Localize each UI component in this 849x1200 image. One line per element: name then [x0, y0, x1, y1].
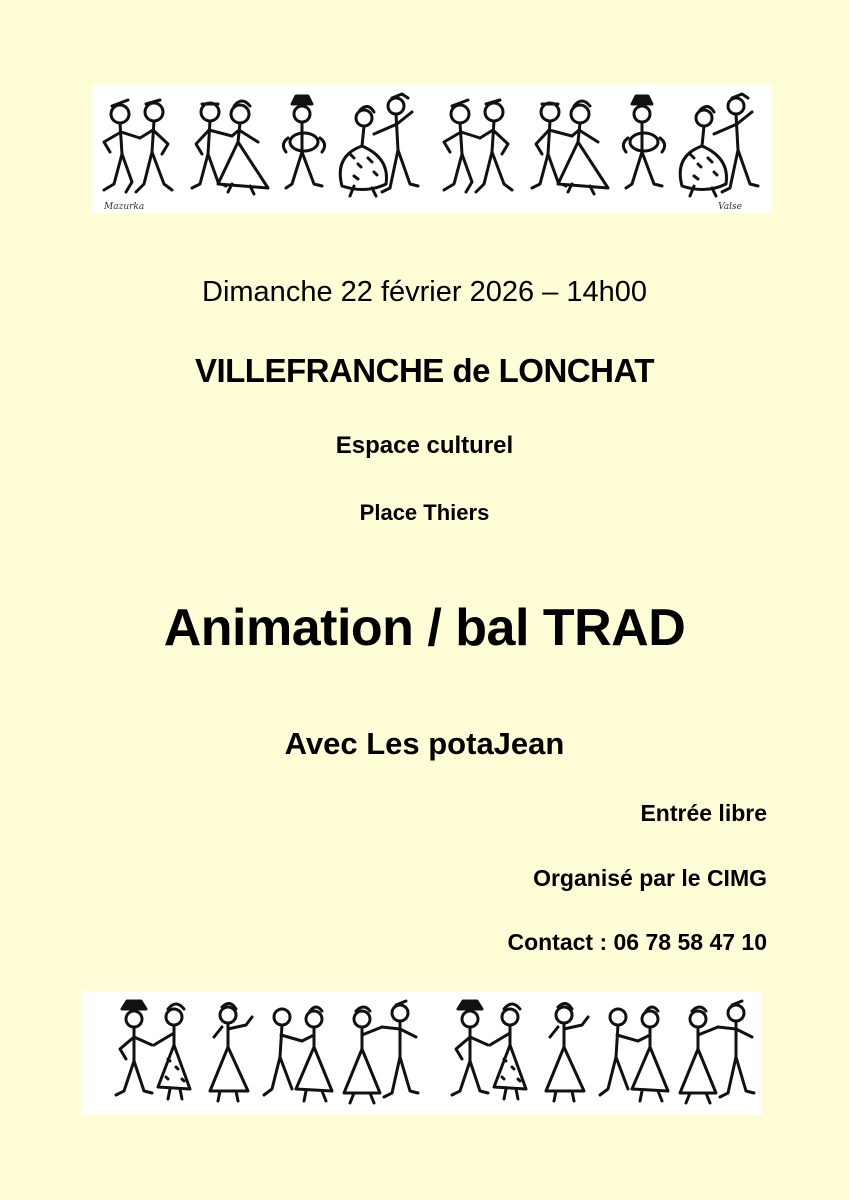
event-contact: Contact : 06 78 58 47 10 — [507, 929, 767, 955]
header-dancers-illustration — [92, 84, 772, 214]
event-venue: Espace culturel — [335, 432, 514, 459]
event-band: Avec Les potaJean — [284, 726, 565, 761]
footer-dancers-illustration — [82, 991, 762, 1115]
event-date: Dimanche 22 février 2026 – 14h00 — [202, 276, 647, 308]
event-town: VILLEFRANCHE de LONCHAT — [194, 352, 655, 389]
event-organizer: Organisé par le CIMG — [533, 865, 767, 891]
header-caption-left: Mazurka — [104, 202, 145, 212]
header-caption-right: Valse — [718, 202, 742, 212]
dancers-drawing-icon — [82, 991, 762, 1115]
event-title: Animation / bal TRAD — [163, 599, 686, 657]
event-entry: Entrée libre — [640, 800, 767, 826]
event-place: Place Thiers — [359, 500, 490, 525]
dancers-drawing-icon — [92, 84, 772, 214]
